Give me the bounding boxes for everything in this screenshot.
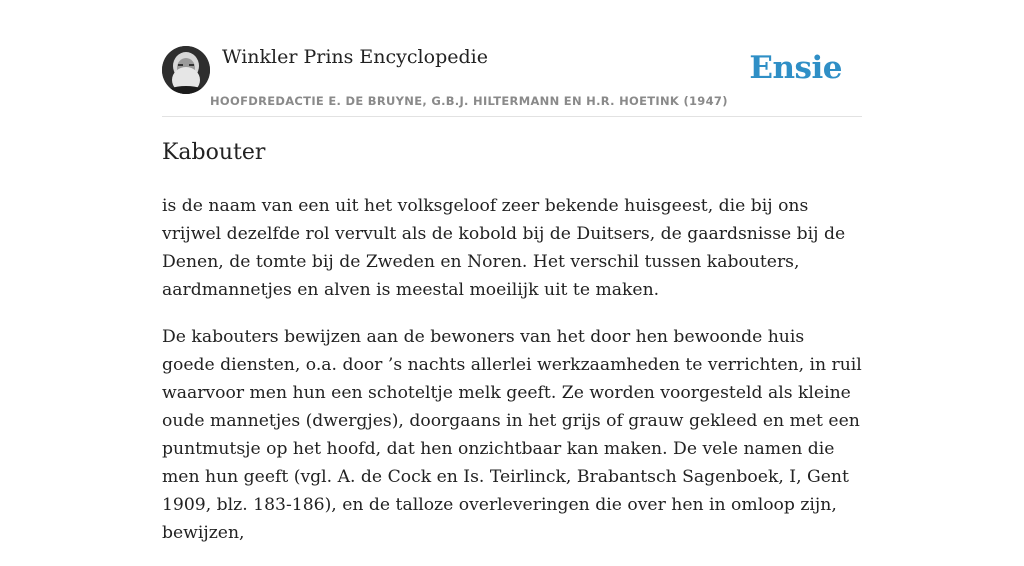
source-header (162, 0, 862, 117)
portrait-avatar-icon[interactable] (162, 46, 210, 94)
source-title[interactable]: Winkler Prins Encyclopedie (222, 46, 488, 68)
source-editors: HOOFDREDACTIE E. DE BRUYNE, G.B.J. HILTERMANN EN H.R. HOETINK (1947) (210, 94, 728, 108)
page-title: Kabouter (162, 140, 266, 165)
ensie-logo-link[interactable]: Ensie (749, 50, 842, 86)
page-container (162, 0, 862, 543)
article-paragraph: is de naam van een uit het volksgeloof zeer bekende huisgeest, die bij ons vrijwel dezelfde rol vervult als de kobold bij de Duitsers, de gaardsnisse bij de Denen, de tomte bij de Zweden en Noren. Het verschil tussen kabouters, aardmannetjes en alven is meestal moeilijk uit te maken. (162, 196, 846, 300)
article-body (162, 192, 862, 566)
article-paragraph: De kabouters bewijzen aan de bewoners van het door hen bewoonde huis goede diensten, o.a. door ’s nachts allerlei werkzaamheden te verrichten, in ruil waarvoor men hun een schoteltje melk geeft. Ze worden voorgesteld als kleine oude mannetjes (dwergjes), doorgaans in het grijs of grauw gekleed en met een puntmutsje op het hoofd, dat hen onzichtbaar kan maken. De vele namen die men hun geeft (vgl. A. de Cock en Is. Teirlinck, Brabantsch Sagenboek, I, Gent 1909, blz. 183-186), en de talloze overleveringen die over hen in omloop zijn, bewijzen, (162, 327, 862, 543)
